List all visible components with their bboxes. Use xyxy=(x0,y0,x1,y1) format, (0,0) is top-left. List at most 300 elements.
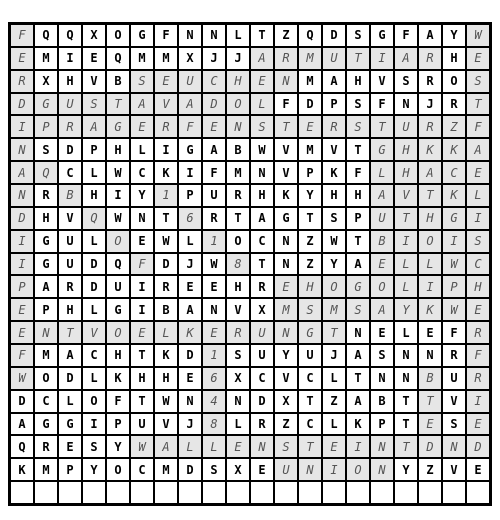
grid-cell[interactable]: G xyxy=(106,115,130,138)
grid-cell[interactable]: L xyxy=(322,413,346,436)
grid-cell[interactable]: B xyxy=(370,390,394,413)
grid-cell[interactable]: M xyxy=(298,47,322,70)
grid-cell[interactable]: K xyxy=(322,161,346,184)
grid-cell[interactable]: O xyxy=(106,24,130,47)
grid-cell[interactable]: I xyxy=(394,230,418,253)
grid-cell[interactable]: A xyxy=(370,184,394,207)
grid-cell[interactable]: G xyxy=(370,138,394,161)
grid-cell[interactable]: I xyxy=(10,253,34,276)
grid-cell[interactable] xyxy=(130,481,154,504)
grid-cell[interactable]: T xyxy=(394,413,418,436)
grid-cell[interactable]: I xyxy=(322,458,346,481)
grid-cell[interactable]: D xyxy=(154,253,178,276)
grid-cell[interactable]: A xyxy=(10,161,34,184)
grid-cell[interactable]: K xyxy=(442,184,466,207)
grid-cell[interactable]: B xyxy=(226,138,250,161)
grid-cell[interactable]: Y xyxy=(442,24,466,47)
grid-cell[interactable]: E xyxy=(466,47,490,70)
grid-cell[interactable]: G xyxy=(58,413,82,436)
grid-cell[interactable]: R xyxy=(418,115,442,138)
grid-cell[interactable]: R xyxy=(418,70,442,93)
grid-cell[interactable]: W xyxy=(106,207,130,230)
grid-cell[interactable]: G xyxy=(346,275,370,298)
grid-cell[interactable]: L xyxy=(394,253,418,276)
grid-cell[interactable]: R xyxy=(466,367,490,390)
grid-cell[interactable]: Y xyxy=(106,435,130,458)
grid-cell[interactable]: V xyxy=(82,70,106,93)
grid-cell[interactable]: S xyxy=(394,70,418,93)
grid-cell[interactable]: B xyxy=(106,70,130,93)
grid-cell[interactable]: O xyxy=(82,390,106,413)
grid-cell[interactable]: V xyxy=(370,70,394,93)
grid-cell[interactable] xyxy=(226,481,250,504)
grid-cell[interactable]: H xyxy=(106,344,130,367)
grid-cell[interactable]: E xyxy=(10,321,34,344)
grid-cell[interactable]: H xyxy=(154,367,178,390)
grid-cell[interactable]: H xyxy=(106,138,130,161)
grid-cell[interactable] xyxy=(346,481,370,504)
grid-cell[interactable]: A xyxy=(130,93,154,116)
grid-cell[interactable]: L xyxy=(58,390,82,413)
grid-cell[interactable]: A xyxy=(202,138,226,161)
grid-cell[interactable]: E xyxy=(226,435,250,458)
grid-cell[interactable]: I xyxy=(58,47,82,70)
grid-cell[interactable]: T xyxy=(130,344,154,367)
grid-cell[interactable]: K xyxy=(178,321,202,344)
grid-cell[interactable]: D xyxy=(322,24,346,47)
grid-cell[interactable]: T xyxy=(298,435,322,458)
grid-cell[interactable]: G xyxy=(298,321,322,344)
grid-cell[interactable]: J xyxy=(226,47,250,70)
grid-cell[interactable]: T xyxy=(226,207,250,230)
grid-cell[interactable]: P xyxy=(10,275,34,298)
grid-cell[interactable]: V xyxy=(82,321,106,344)
grid-cell[interactable]: I xyxy=(466,207,490,230)
grid-cell[interactable]: U xyxy=(274,458,298,481)
grid-cell[interactable]: S xyxy=(250,115,274,138)
grid-cell[interactable]: R xyxy=(226,184,250,207)
grid-cell[interactable]: R xyxy=(274,47,298,70)
grid-cell[interactable]: Q xyxy=(10,435,34,458)
grid-cell[interactable]: C xyxy=(130,458,154,481)
grid-cell[interactable]: T xyxy=(394,390,418,413)
grid-cell[interactable]: X xyxy=(178,47,202,70)
grid-cell[interactable] xyxy=(418,481,442,504)
grid-cell[interactable]: M xyxy=(34,458,58,481)
grid-cell[interactable]: F xyxy=(466,115,490,138)
grid-cell[interactable]: T xyxy=(250,253,274,276)
grid-cell[interactable]: K xyxy=(274,184,298,207)
grid-cell[interactable]: S xyxy=(82,435,106,458)
grid-cell[interactable]: S xyxy=(346,93,370,116)
grid-cell[interactable]: I xyxy=(106,184,130,207)
grid-cell[interactable]: G xyxy=(442,207,466,230)
grid-cell[interactable]: Z xyxy=(298,230,322,253)
grid-cell[interactable]: R xyxy=(58,115,82,138)
grid-cell[interactable]: I xyxy=(370,47,394,70)
grid-cell[interactable]: O xyxy=(106,321,130,344)
grid-cell[interactable]: L xyxy=(322,367,346,390)
grid-cell[interactable]: G xyxy=(106,298,130,321)
grid-cell[interactable]: P xyxy=(34,298,58,321)
grid-cell[interactable]: H xyxy=(298,275,322,298)
grid-cell[interactable]: N xyxy=(202,298,226,321)
grid-cell[interactable]: T xyxy=(106,93,130,116)
grid-cell[interactable]: F xyxy=(10,344,34,367)
grid-cell[interactable]: S xyxy=(346,115,370,138)
grid-cell[interactable]: T xyxy=(154,207,178,230)
grid-cell[interactable]: L xyxy=(226,413,250,436)
grid-cell[interactable]: E xyxy=(82,47,106,70)
grid-cell[interactable]: R xyxy=(466,321,490,344)
grid-cell[interactable]: A xyxy=(322,70,346,93)
grid-cell[interactable]: M xyxy=(274,298,298,321)
grid-cell[interactable]: H xyxy=(394,138,418,161)
grid-cell[interactable]: C xyxy=(298,413,322,436)
grid-cell[interactable]: V xyxy=(226,298,250,321)
grid-cell[interactable]: S xyxy=(226,344,250,367)
grid-cell[interactable]: N xyxy=(178,24,202,47)
grid-cell[interactable]: 1 xyxy=(154,184,178,207)
grid-cell[interactable]: D xyxy=(466,435,490,458)
grid-cell[interactable]: H xyxy=(82,184,106,207)
grid-cell[interactable]: P xyxy=(178,184,202,207)
grid-cell[interactable]: H xyxy=(58,70,82,93)
grid-cell[interactable]: N xyxy=(274,253,298,276)
grid-cell[interactable]: T xyxy=(346,230,370,253)
grid-cell[interactable]: N xyxy=(274,230,298,253)
grid-cell[interactable]: W xyxy=(442,298,466,321)
grid-cell[interactable]: N xyxy=(178,390,202,413)
grid-cell[interactable]: R xyxy=(442,93,466,116)
grid-cell[interactable] xyxy=(58,481,82,504)
grid-cell[interactable]: T xyxy=(418,184,442,207)
grid-cell[interactable]: H xyxy=(466,275,490,298)
grid-cell[interactable]: L xyxy=(418,253,442,276)
grid-cell[interactable]: D xyxy=(10,93,34,116)
grid-cell[interactable]: C xyxy=(250,367,274,390)
grid-cell[interactable]: N xyxy=(202,24,226,47)
grid-cell[interactable]: S xyxy=(466,230,490,253)
grid-cell[interactable]: C xyxy=(82,344,106,367)
grid-cell[interactable]: T xyxy=(370,115,394,138)
grid-cell[interactable]: U xyxy=(130,413,154,436)
grid-cell[interactable]: A xyxy=(58,344,82,367)
grid-cell[interactable]: G xyxy=(34,93,58,116)
grid-cell[interactable]: O xyxy=(442,70,466,93)
grid-cell[interactable]: M xyxy=(130,47,154,70)
grid-cell[interactable]: P xyxy=(346,207,370,230)
grid-cell[interactable] xyxy=(82,481,106,504)
grid-cell[interactable]: P xyxy=(322,93,346,116)
grid-cell[interactable]: E xyxy=(250,458,274,481)
grid-cell[interactable]: Z xyxy=(274,24,298,47)
grid-cell[interactable]: E xyxy=(154,70,178,93)
grid-cell[interactable] xyxy=(322,481,346,504)
grid-cell[interactable]: G xyxy=(34,253,58,276)
grid-cell[interactable]: H xyxy=(322,184,346,207)
grid-cell[interactable]: L xyxy=(82,367,106,390)
grid-cell[interactable]: H xyxy=(130,367,154,390)
grid-cell[interactable]: N xyxy=(274,321,298,344)
grid-cell[interactable]: T xyxy=(346,367,370,390)
grid-cell[interactable]: S xyxy=(322,207,346,230)
grid-cell[interactable]: J xyxy=(178,413,202,436)
grid-cell[interactable]: D xyxy=(58,367,82,390)
grid-cell[interactable]: R xyxy=(34,435,58,458)
grid-cell[interactable]: E xyxy=(322,435,346,458)
grid-cell[interactable]: M xyxy=(34,47,58,70)
grid-cell[interactable]: E xyxy=(178,367,202,390)
grid-cell[interactable]: F xyxy=(442,321,466,344)
grid-cell[interactable]: A xyxy=(394,47,418,70)
grid-cell[interactable]: U xyxy=(58,230,82,253)
grid-cell[interactable]: A xyxy=(178,93,202,116)
grid-cell[interactable]: T xyxy=(346,47,370,70)
grid-cell[interactable]: X xyxy=(226,458,250,481)
grid-cell[interactable]: O xyxy=(322,275,346,298)
grid-cell[interactable]: L xyxy=(370,161,394,184)
grid-cell[interactable]: L xyxy=(82,230,106,253)
grid-cell[interactable]: M xyxy=(154,47,178,70)
grid-cell[interactable]: C xyxy=(34,390,58,413)
grid-cell[interactable]: U xyxy=(370,207,394,230)
grid-cell[interactable]: E xyxy=(250,70,274,93)
grid-cell[interactable]: Y xyxy=(274,344,298,367)
grid-cell[interactable]: E xyxy=(10,47,34,70)
grid-cell[interactable]: M xyxy=(322,298,346,321)
grid-cell[interactable]: A xyxy=(466,138,490,161)
grid-cell[interactable]: T xyxy=(346,138,370,161)
grid-cell[interactable]: E xyxy=(466,413,490,436)
grid-cell[interactable]: W xyxy=(250,138,274,161)
grid-cell[interactable]: E xyxy=(58,435,82,458)
grid-cell[interactable]: N xyxy=(298,458,322,481)
grid-cell[interactable]: Q xyxy=(298,24,322,47)
grid-cell[interactable]: X xyxy=(34,70,58,93)
grid-cell[interactable]: N xyxy=(370,458,394,481)
grid-cell[interactable]: L xyxy=(154,321,178,344)
grid-cell[interactable]: E xyxy=(130,321,154,344)
grid-cell[interactable]: P xyxy=(58,458,82,481)
grid-cell[interactable]: F xyxy=(466,344,490,367)
grid-cell[interactable]: A xyxy=(346,390,370,413)
grid-cell[interactable]: F xyxy=(274,93,298,116)
grid-cell[interactable]: H xyxy=(394,161,418,184)
grid-cell[interactable]: D xyxy=(178,344,202,367)
grid-cell[interactable]: O xyxy=(34,367,58,390)
grid-cell[interactable]: P xyxy=(34,115,58,138)
grid-cell[interactable]: D xyxy=(178,458,202,481)
grid-cell[interactable]: E xyxy=(202,275,226,298)
grid-cell[interactable]: F xyxy=(154,24,178,47)
grid-cell[interactable]: G xyxy=(370,24,394,47)
grid-cell[interactable]: Y xyxy=(394,458,418,481)
grid-cell[interactable]: O xyxy=(106,230,130,253)
grid-cell[interactable]: H xyxy=(58,298,82,321)
grid-cell[interactable]: L xyxy=(178,230,202,253)
grid-cell[interactable]: A xyxy=(346,344,370,367)
grid-cell[interactable]: A xyxy=(250,47,274,70)
grid-cell[interactable]: C xyxy=(250,230,274,253)
grid-cell[interactable]: T xyxy=(418,390,442,413)
grid-cell[interactable]: Y xyxy=(82,458,106,481)
grid-cell[interactable]: 6 xyxy=(178,207,202,230)
grid-cell[interactable]: S xyxy=(442,413,466,436)
grid-cell[interactable]: T xyxy=(298,207,322,230)
grid-cell[interactable]: I xyxy=(130,298,154,321)
grid-cell[interactable]: W xyxy=(322,230,346,253)
grid-cell[interactable]: D xyxy=(82,275,106,298)
grid-cell[interactable]: N xyxy=(442,435,466,458)
grid-cell[interactable]: G xyxy=(274,207,298,230)
grid-cell[interactable]: X xyxy=(226,367,250,390)
grid-cell[interactable]: F xyxy=(106,390,130,413)
grid-cell[interactable]: R xyxy=(322,115,346,138)
grid-cell[interactable]: E xyxy=(274,275,298,298)
grid-cell[interactable]: S xyxy=(466,70,490,93)
grid-cell[interactable] xyxy=(10,481,34,504)
grid-cell[interactable]: R xyxy=(250,413,274,436)
grid-cell[interactable]: R xyxy=(202,207,226,230)
grid-cell[interactable]: K xyxy=(106,367,130,390)
grid-cell[interactable]: W xyxy=(106,161,130,184)
grid-cell[interactable]: W xyxy=(154,230,178,253)
grid-cell[interactable]: N xyxy=(418,344,442,367)
grid-cell[interactable]: U xyxy=(394,115,418,138)
grid-cell[interactable]: K xyxy=(418,298,442,321)
grid-cell[interactable]: F xyxy=(10,24,34,47)
grid-cell[interactable]: C xyxy=(130,161,154,184)
grid-cell[interactable]: P xyxy=(370,413,394,436)
grid-cell[interactable]: D xyxy=(202,93,226,116)
grid-cell[interactable]: Z xyxy=(442,115,466,138)
grid-cell[interactable]: X xyxy=(250,298,274,321)
grid-cell[interactable]: W xyxy=(130,435,154,458)
grid-cell[interactable]: Z xyxy=(322,390,346,413)
grid-cell[interactable]: L xyxy=(82,298,106,321)
grid-cell[interactable]: N xyxy=(250,435,274,458)
grid-cell[interactable]: H xyxy=(226,275,250,298)
grid-cell[interactable]: H xyxy=(346,70,370,93)
grid-cell[interactable]: E xyxy=(370,321,394,344)
grid-cell[interactable]: U xyxy=(442,367,466,390)
grid-cell[interactable]: K xyxy=(154,344,178,367)
grid-cell[interactable]: X xyxy=(274,390,298,413)
grid-cell[interactable]: A xyxy=(346,253,370,276)
grid-cell[interactable]: R xyxy=(250,275,274,298)
grid-cell[interactable]: N xyxy=(274,70,298,93)
grid-cell[interactable]: Q xyxy=(34,161,58,184)
grid-cell[interactable] xyxy=(34,481,58,504)
grid-cell[interactable]: A xyxy=(418,161,442,184)
grid-cell[interactable]: Y xyxy=(298,184,322,207)
grid-cell[interactable]: F xyxy=(178,115,202,138)
grid-cell[interactable]: C xyxy=(442,161,466,184)
grid-cell[interactable]: J xyxy=(418,93,442,116)
grid-cell[interactable]: I xyxy=(154,138,178,161)
grid-cell[interactable]: G xyxy=(178,138,202,161)
grid-cell[interactable]: D xyxy=(10,390,34,413)
grid-cell[interactable]: Q xyxy=(34,24,58,47)
grid-cell[interactable]: N xyxy=(10,138,34,161)
grid-cell[interactable]: 8 xyxy=(226,253,250,276)
grid-cell[interactable]: L xyxy=(130,138,154,161)
grid-cell[interactable]: R xyxy=(154,115,178,138)
grid-cell[interactable]: L xyxy=(226,24,250,47)
grid-cell[interactable]: W xyxy=(466,24,490,47)
grid-cell[interactable]: M xyxy=(298,138,322,161)
grid-cell[interactable]: E xyxy=(418,413,442,436)
grid-cell[interactable]: U xyxy=(178,70,202,93)
grid-cell[interactable]: B xyxy=(370,230,394,253)
grid-cell[interactable] xyxy=(394,481,418,504)
grid-cell[interactable]: U xyxy=(298,344,322,367)
grid-cell[interactable]: N xyxy=(226,390,250,413)
grid-cell[interactable]: I xyxy=(346,435,370,458)
grid-cell[interactable]: C xyxy=(298,367,322,390)
grid-cell[interactable]: E xyxy=(178,275,202,298)
grid-cell[interactable] xyxy=(274,481,298,504)
grid-cell[interactable]: O xyxy=(418,230,442,253)
grid-cell[interactable]: T xyxy=(394,207,418,230)
grid-cell[interactable]: Q xyxy=(58,24,82,47)
grid-cell[interactable]: C xyxy=(58,161,82,184)
grid-cell[interactable]: S xyxy=(370,344,394,367)
grid-cell[interactable]: S xyxy=(298,298,322,321)
grid-cell[interactable]: A xyxy=(154,435,178,458)
grid-cell[interactable]: I xyxy=(130,275,154,298)
grid-cell[interactable]: D xyxy=(10,207,34,230)
grid-cell[interactable]: L xyxy=(394,275,418,298)
grid-cell[interactable]: V xyxy=(274,161,298,184)
grid-cell[interactable]: W xyxy=(10,367,34,390)
grid-cell[interactable]: A xyxy=(10,413,34,436)
grid-cell[interactable]: 1 xyxy=(202,230,226,253)
grid-cell[interactable]: N xyxy=(394,344,418,367)
grid-cell[interactable]: I xyxy=(418,275,442,298)
grid-cell[interactable]: N xyxy=(370,435,394,458)
grid-cell[interactable]: J xyxy=(322,344,346,367)
grid-cell[interactable]: S xyxy=(274,435,298,458)
grid-cell[interactable]: V xyxy=(322,138,346,161)
grid-cell[interactable]: E xyxy=(202,321,226,344)
grid-cell[interactable]: E xyxy=(130,230,154,253)
grid-cell[interactable]: R xyxy=(34,184,58,207)
grid-cell[interactable]: V xyxy=(442,458,466,481)
grid-cell[interactable]: L xyxy=(178,435,202,458)
grid-cell[interactable]: T xyxy=(250,24,274,47)
grid-cell[interactable]: W xyxy=(202,253,226,276)
grid-cell[interactable] xyxy=(298,481,322,504)
grid-cell[interactable]: H xyxy=(442,47,466,70)
grid-cell[interactable] xyxy=(154,481,178,504)
grid-cell[interactable]: B xyxy=(154,298,178,321)
grid-cell[interactable]: S xyxy=(34,138,58,161)
grid-cell[interactable]: P xyxy=(82,138,106,161)
grid-cell[interactable]: I xyxy=(82,413,106,436)
grid-cell[interactable]: L xyxy=(250,93,274,116)
grid-cell[interactable]: W xyxy=(442,253,466,276)
grid-cell[interactable]: N xyxy=(130,207,154,230)
grid-cell[interactable]: S xyxy=(346,298,370,321)
grid-cell[interactable]: J xyxy=(202,47,226,70)
grid-cell[interactable]: K xyxy=(154,161,178,184)
grid-cell[interactable]: M xyxy=(34,344,58,367)
grid-cell[interactable]: D xyxy=(418,435,442,458)
grid-cell[interactable]: K xyxy=(442,138,466,161)
grid-cell[interactable]: Y xyxy=(394,298,418,321)
